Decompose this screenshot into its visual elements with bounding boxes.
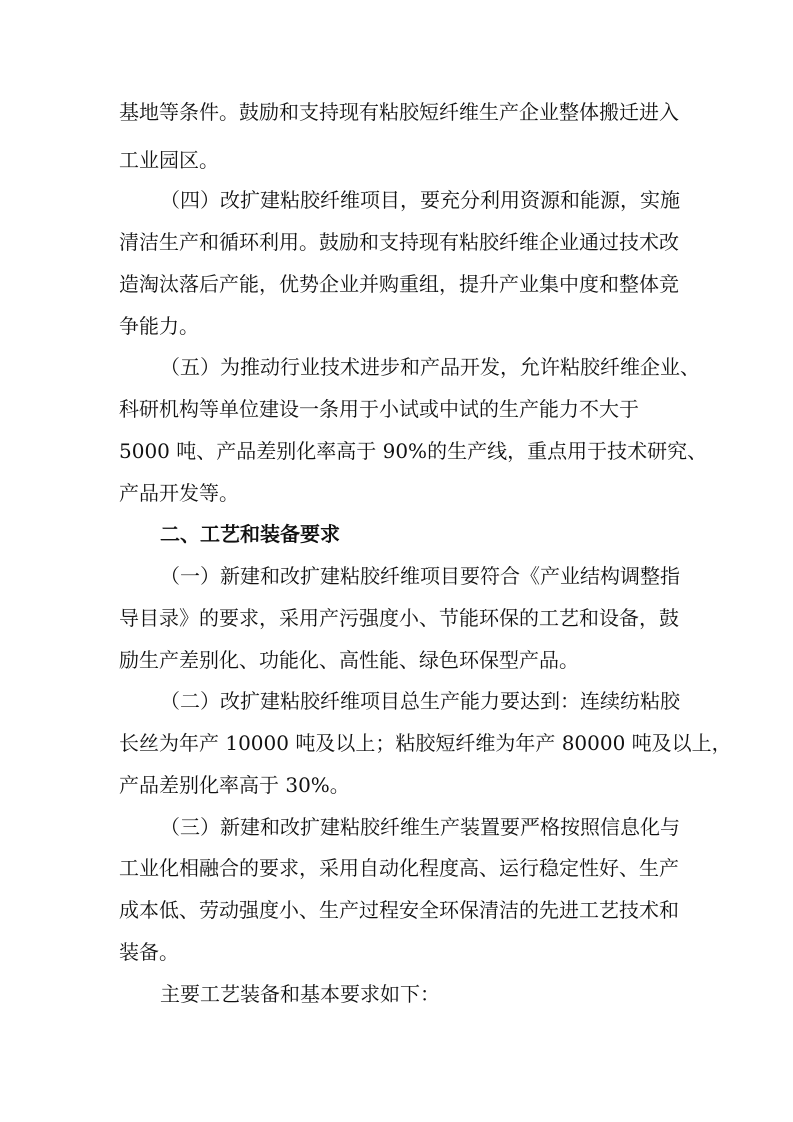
paragraph-line: 争能力。 bbox=[119, 314, 199, 338]
paragraph-line: 清洁生产和循环利用。鼓励和支持现有粘胶纤维企业通过技术改 bbox=[119, 230, 679, 254]
section-heading: 二、工艺和装备要求 bbox=[160, 522, 340, 546]
paragraph-line: 科研机构等单位建设一条用于小试或中试的生产能力不大于 bbox=[119, 397, 639, 421]
paragraph-line: 5000 吨、产品差别化率高于 90%的生产线，重点用于技术研究、 bbox=[119, 439, 708, 463]
paragraph-line: （三）新建和改扩建粘胶纤维生产装置要严格按照信息化与 bbox=[160, 815, 680, 839]
paragraph-line: 基地等条件。鼓励和支持现有粘胶短纤维生产企业整体搬迁进入 bbox=[119, 100, 679, 124]
paragraph-line: （五）为推动行业技术进步和产品开发，允许粘胶纤维企业、 bbox=[160, 355, 700, 379]
paragraph-line: 励生产差别化、功能化、高性能、绿色环保型产品。 bbox=[119, 648, 579, 672]
paragraph-line: 主要工艺装备和基本要求如下： bbox=[160, 982, 440, 1006]
paragraph-line: 装备。 bbox=[119, 940, 179, 964]
paragraph-line: 长丝为年产 10000 吨及以上；粘胶短纤维为年产 80000 吨及以上， bbox=[119, 731, 732, 755]
paragraph-line: 造淘汰落后产能，优势企业并购重组，提升产业集中度和整体竞 bbox=[119, 272, 679, 296]
paragraph-line: 成本低、劳动强度小、生产过程安全环保清洁的先进工艺技术和 bbox=[119, 898, 679, 922]
paragraph-line: （一）新建和改扩建粘胶纤维项目要符合《产业结构调整指 bbox=[160, 564, 680, 588]
paragraph-line: 产品差别化率高于 30%。 bbox=[119, 773, 350, 797]
paragraph-line: 导目录》的要求，采用产污强度小、节能环保的工艺和设备，鼓 bbox=[119, 606, 679, 630]
paragraph-line: 工业园区。 bbox=[119, 148, 219, 172]
paragraph-line: 产品开发等。 bbox=[119, 481, 239, 505]
paragraph-line: （二）改扩建粘胶纤维项目总生产能力要达到：连续纺粘胶 bbox=[160, 689, 680, 713]
paragraph-line: 工业化相融合的要求，采用自动化程度高、运行稳定性好、生产 bbox=[119, 856, 679, 880]
paragraph-line: （四）改扩建粘胶纤维项目，要充分利用资源和能源，实施 bbox=[160, 188, 680, 212]
